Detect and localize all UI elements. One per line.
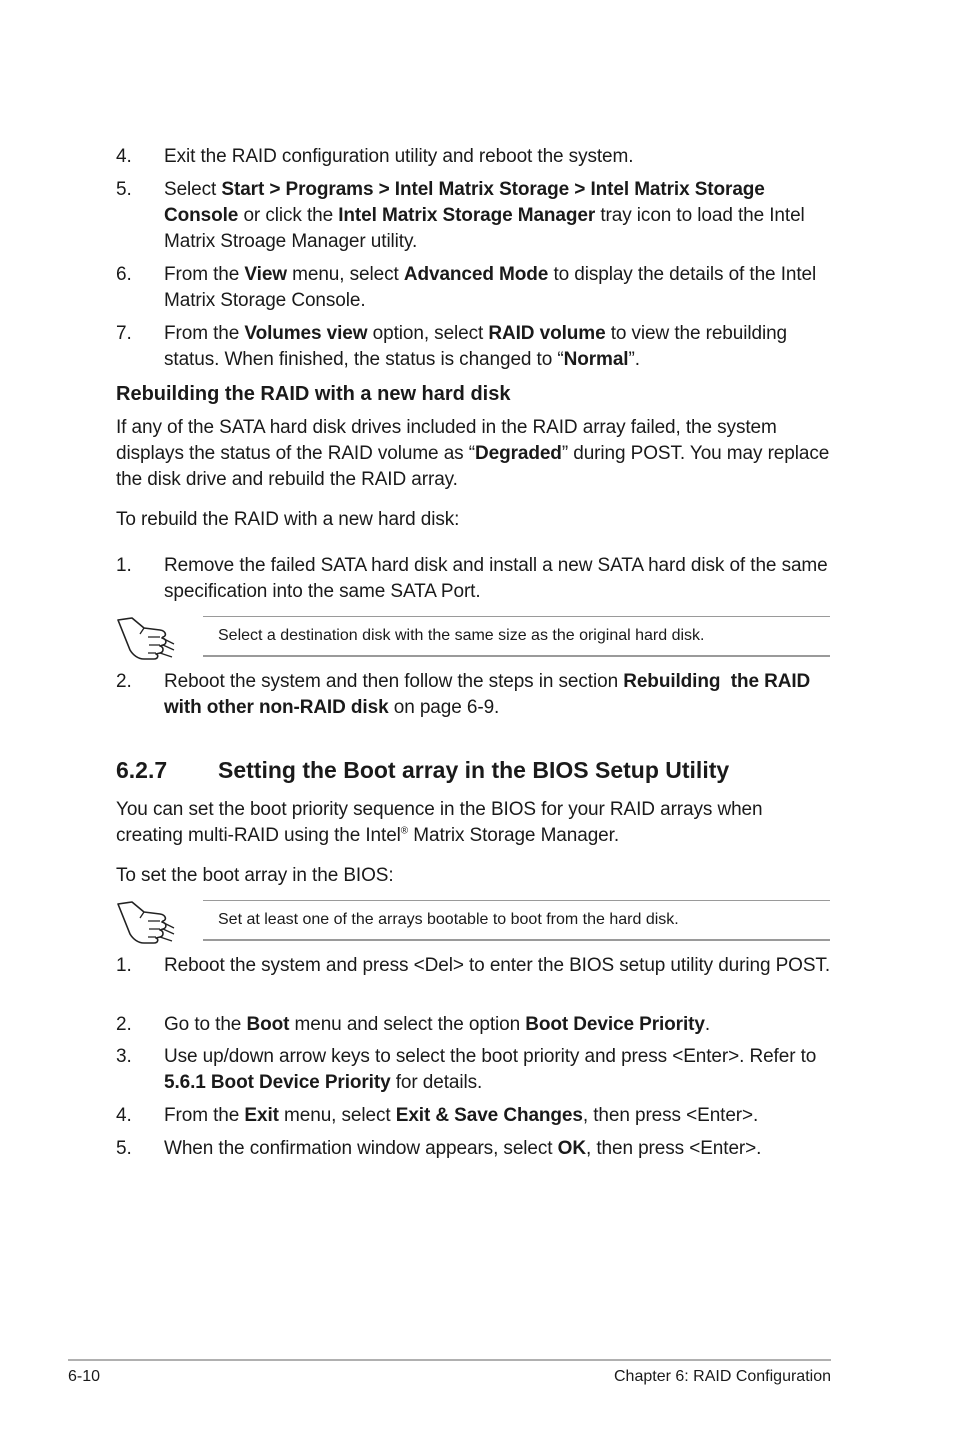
item-text: From the Exit menu, select Exit & Save Changes, then press <Enter>. (164, 1105, 759, 1126)
item-number: 2. (116, 1014, 132, 1035)
item-text: Exit the RAID configuration utility and reboot the system. (164, 146, 634, 167)
note-text: Set at least one of the arrays bootable to boot from the hard disk. (218, 911, 679, 928)
item-number: 3. (116, 1046, 132, 1067)
item-text: Go to the Boot menu and select the option Boot Device Priority. (164, 1014, 711, 1035)
item-text: Select Start > Programs > Intel Matrix Storage > Intel Matrix Storage Console or click the Intel Matrix Storage Manager tray icon to load the Intel Matrix Stroage Manager utility. (164, 179, 805, 252)
section-heading (116, 756, 729, 784)
item-number: 7. (116, 323, 132, 344)
paragraph: You can set the boot priority sequence in the BIOS for your RAID arrays when creating multi-RAID using the Intel® Matrix Storage Manager. (116, 799, 763, 846)
section-title: Setting the Boot array in the BIOS Setup Utility (218, 757, 730, 783)
paragraph: To set the boot array in the BIOS: (116, 865, 394, 886)
item-text: Reboot the system and then follow the steps in section Rebuilding the RAID with other non-RAID disk on page 6-9. (164, 671, 816, 718)
paragraph: To rebuild the RAID with a new hard disk: (116, 509, 460, 530)
item-text: Remove the failed SATA hard disk and install a new SATA hard disk of the same specification into the same SATA Port. (164, 555, 828, 602)
item-number: 5. (116, 1138, 132, 1159)
footer-divider (68, 1359, 831, 1361)
item-number: 6. (116, 264, 132, 285)
page-number: 6-10 (68, 1368, 101, 1385)
item-number: 5. (116, 179, 132, 200)
pointing-hand-icon (116, 898, 178, 944)
item-number: 2. (116, 671, 132, 692)
item-text: Reboot the system and press <Del> to enter the BIOS setup utility during POST. (164, 955, 830, 976)
item-number: 4. (116, 146, 132, 167)
section-number: 6.2.7 (116, 757, 168, 783)
subsection-heading: Rebuilding the RAID with a new hard disk (116, 383, 511, 405)
note-text: Select a destination disk with the same size as the original hard disk. (218, 627, 705, 644)
pointing-hand-icon (116, 614, 178, 660)
item-number: 1. (116, 555, 132, 576)
item-text: From the View menu, select Advanced Mode to display the details of the Intel Matrix Storage Console. (164, 264, 817, 311)
paragraph: If any of the SATA hard disk drives included in the RAID array failed, the system displays the status of the RAID volume as “Degraded” during POST. You may replace the disk drive and rebuild the RAID array. (116, 417, 830, 490)
item-number: 1. (116, 955, 132, 976)
note-box (116, 900, 832, 940)
note-box (116, 616, 832, 656)
item-text: From the Volumes view option, select RAID volume to view the rebuilding status. When finished, the status is changed to “Normal”. (164, 323, 788, 370)
item-text: When the confirmation window appears, select OK, then press <Enter>. (164, 1138, 762, 1159)
item-number: 4. (116, 1105, 132, 1126)
item-text: Use up/down arrow keys to select the boot priority and press <Enter>. Refer to 5.6.1 Boot Device Priority for details. (164, 1046, 817, 1093)
chapter-title: Chapter 6: RAID Configuration (614, 1368, 831, 1385)
